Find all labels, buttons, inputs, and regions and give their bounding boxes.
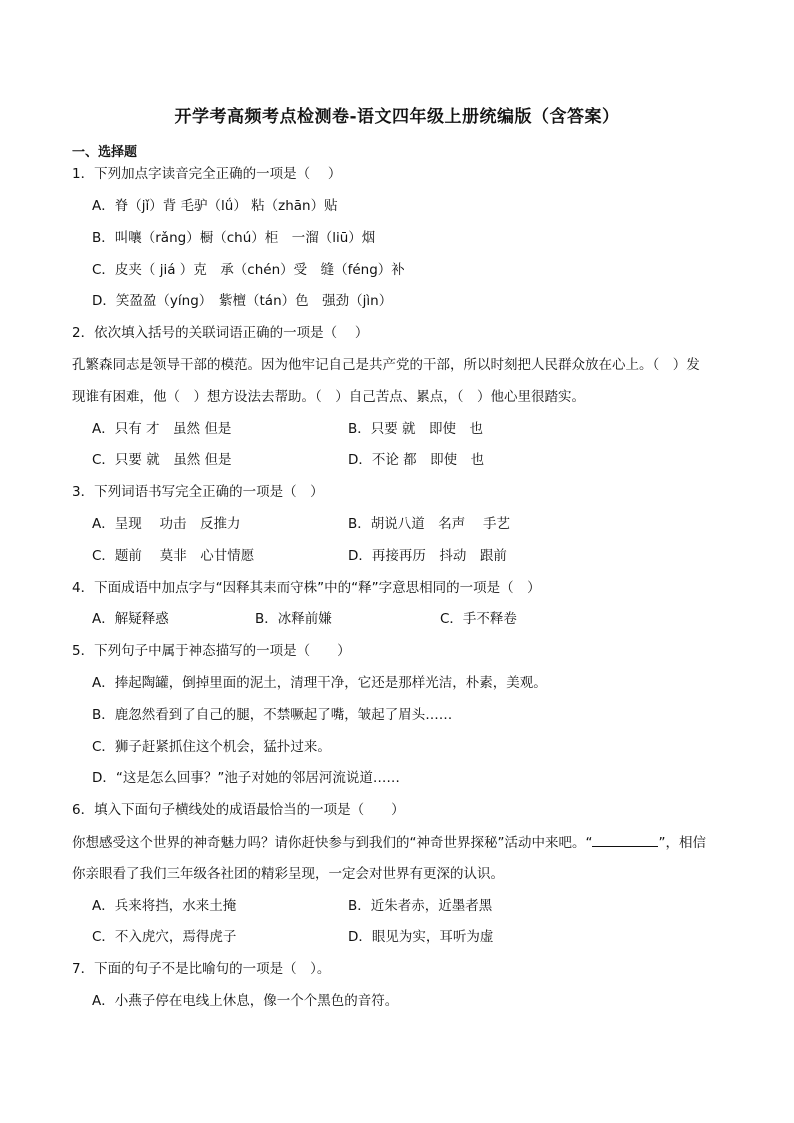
question-7-stem: 7．下面的句子不是比喻句的一项是（ ）。: [72, 961, 331, 977]
question-5-option-b: B．鹿忽然看到了自己的腿，不禁噘起了嘴，皱起了眉头……: [92, 707, 453, 723]
question-5-stem: 5．下列句子中属于神态描写的一项是（ ）: [72, 643, 351, 659]
question-4-option-b: B．冰释前嫌: [255, 611, 332, 627]
question-1-option-c: C．皮夹（ jiá ）克 承（chén）受 缝（féng）补: [92, 262, 405, 278]
question-3-option-c: C．题前 莫非 心甘情愿: [92, 548, 255, 564]
question-3-stem: 3．下列词语书写完全正确的一项是（ ）: [72, 484, 324, 500]
question-5-option-c: C．狮子赶紧抓住这个机会，猛扑过来。: [92, 739, 331, 755]
question-5-option-a: A．捧起陶罐，倒掉里面的泥土，清理干净，它还是那样光洁，朴素，美观。: [92, 675, 547, 691]
question-6-passage-line-2: 你亲眼看了我们三年级各社团的精彩呈现，一定会对世界有更深的认识。: [72, 866, 504, 882]
question-4-option-a: A．解疑释惑: [92, 611, 169, 627]
question-1-option-d: D．笑盈盈（yíng） 紫檀（tán）色 强劲（jìn）: [92, 293, 393, 309]
question-4-stem: 4．下面成语中加点字与“因释其耒而守株”中的“释”字意思相同的一项是（ ）: [72, 580, 541, 596]
question-2-stem: 2．依次填入括号的关联词语正确的一项是（ ）: [72, 325, 369, 341]
question-6-option-c: C．不入虎穴，焉得虎子: [92, 929, 237, 945]
answer-blank: [592, 833, 658, 847]
question-2-option-b: B．只要 就 即使 也: [348, 421, 484, 437]
question-3-option-d: D．再接再历 抖动 跟前: [348, 548, 507, 564]
question-2-option-d: D．不论 都 即使 也: [348, 452, 485, 468]
question-1-option-b: B．叫嚷（rǎng）橱（chú）柜 一溜（liū）烟: [92, 230, 376, 246]
question-1-stem: 1．下列加点字读音完全正确的一项是（ ）: [72, 166, 342, 182]
question-1-option-a: A．脊（jǐ）背 毛驴（lǘ） 粘（zhān）贴: [92, 198, 338, 214]
question-7-option-a: A．小燕子停在电线上休息，像一个个黑色的音符。: [92, 993, 399, 1009]
question-6-option-d: D．眼见为实，耳听为虚: [348, 929, 494, 945]
question-6-passage-line-1: [72, 833, 706, 852]
section-heading: 一、选择题: [72, 145, 138, 160]
question-2-passage-line-2: 现谁有困难，他（ ）想方设法去帮助。（ ）自己苦点、累点，（ ）他心里很踏实。: [72, 389, 585, 405]
question-5-option-d: D．“这是怎么回事？”池子对她的邻居河流说道……: [92, 770, 400, 786]
question-2-passage-line-1: 孔繁森同志是领导干部的模范。因为他牢记自己是共产党的干部，所以时刻把人民群众放在心上。（ ）发: [72, 357, 700, 373]
page-title: 开学考高频考点检测卷-语文四年级上册统编版（含答案）: [174, 107, 620, 127]
question-3-option-b: B．胡说八道 名声 手艺: [348, 516, 511, 532]
question-4-option-c: C．手不释卷: [440, 611, 517, 627]
question-6-option-b: B．近朱者赤，近墨者黑: [348, 898, 493, 914]
question-6-option-a: A．兵来将挡，水来土掩: [92, 898, 237, 914]
question-2-option-c: C．只要 就 虽然 但是: [92, 452, 232, 468]
question-2-option-a: A．只有 才 虽然 但是: [92, 421, 232, 437]
question-6-passage-text-after-blank: ”，相信: [658, 835, 706, 851]
question-6-stem: 6．填入下面句子横线处的成语最恰当的一项是（ ）: [72, 802, 405, 818]
question-6-passage-text-before-blank: 你想感受这个世界的神奇魅力吗？请你赶快参与到我们的“神奇世界探秘”活动中来吧。“: [72, 835, 593, 851]
question-3-option-a: A．呈现 功击 反推力: [92, 516, 241, 532]
